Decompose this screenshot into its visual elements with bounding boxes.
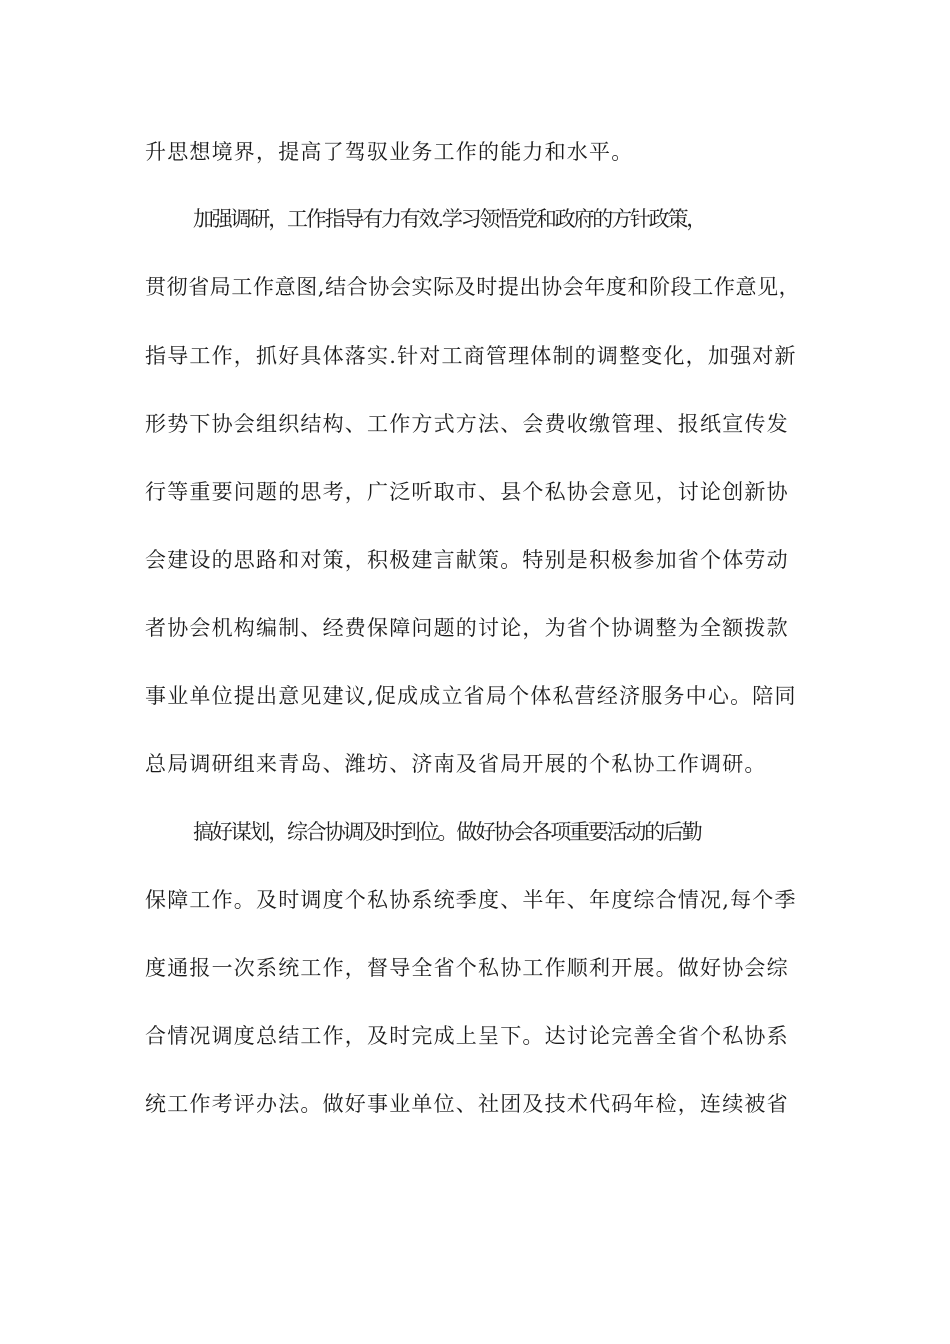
text-line: 者协会机构编制、经费保障问题的讨论，为省个协调整为全额拨款	[145, 616, 789, 640]
text-line: 会建设的思路和对策，积极建言献策。特别是积极参加省个体劳动	[145, 548, 789, 572]
text-line: 统工作考评办法。做好事业单位、社团及技术代码年检，连续被省	[145, 1092, 789, 1116]
text-line: 合情况调度总结工作，及时完成上呈下。达讨论完善全省个私协系	[145, 1024, 789, 1048]
text-line: 度通报一次系统工作，督导全省个私协工作顺利开展。做好协会综	[145, 956, 789, 980]
text-line: 贯彻省局工作意图,结合协会实际及时提出协会年度和阶段工作意见，	[145, 275, 801, 299]
text-line: 总局调研组来青岛、潍坊、济南及省局开展的个私协工作调研。	[145, 752, 767, 776]
text-line: 升思想境界，提高了驾驭业务工作的能力和水平。	[145, 140, 634, 164]
text-line: 保障工作。及时调度个私协系统季度、半年、年度综合情况,每个季	[145, 888, 797, 912]
text-line: 指导工作，抓好具体落实.针对工商管理体制的调整变化，加强对新	[145, 344, 797, 368]
paragraph-start-line: 搞好谋划，综合协调及时到位。做好协会各项重要活动的后勤	[193, 820, 701, 844]
paragraph-start-line: 加强调研，工作指导有力有效.学习领悟党和政府的方针政策，	[193, 207, 706, 231]
text-line: 行等重要问题的思考，广泛听取市、县个私协会意见，讨论创新协	[145, 480, 789, 504]
text-line: 事业单位提出意见建议,促成成立省局个体私营经济服务中心。陪同	[145, 684, 797, 708]
text-line: 形势下协会组织结构、工作方式方法、会费收缴管理、报纸宣传发	[145, 412, 789, 436]
